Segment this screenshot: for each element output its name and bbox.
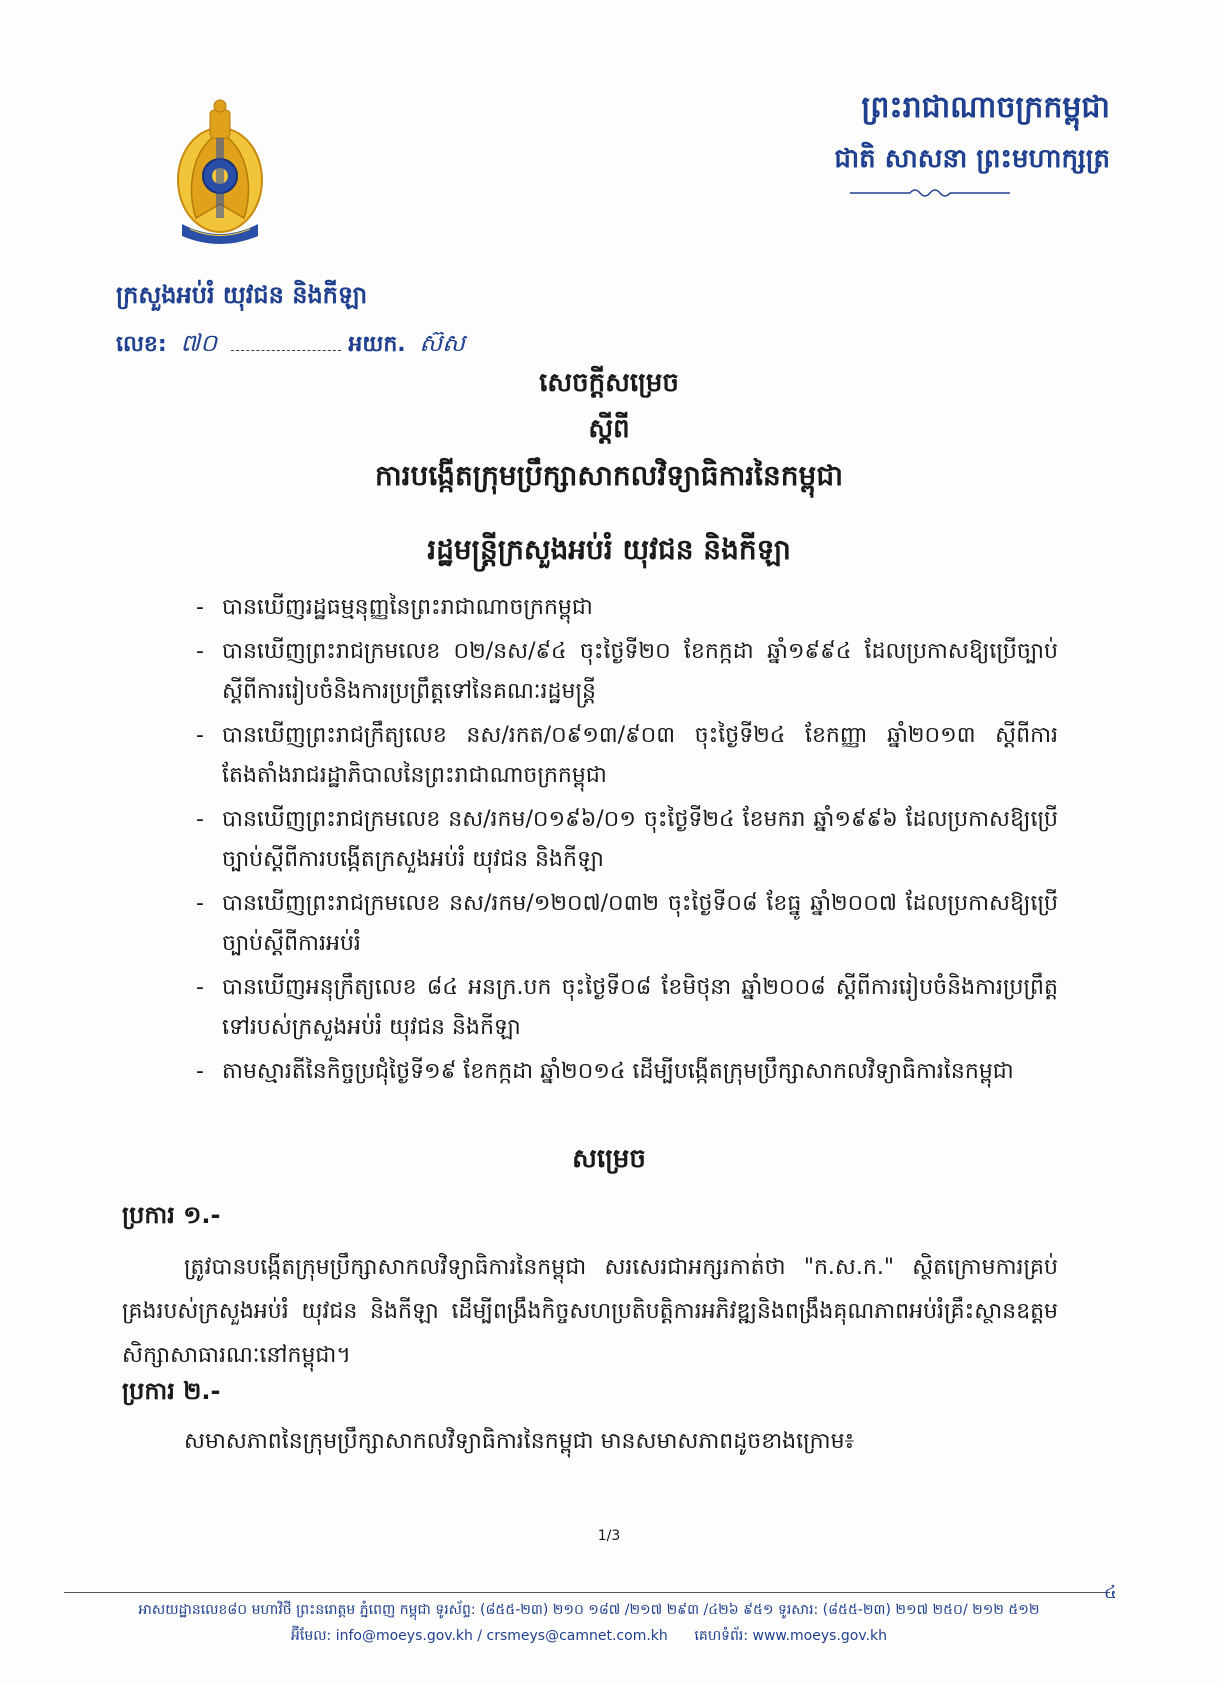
number-value: ៧០ [180,329,218,357]
decision-subject-prefix: ស្តីពី [588,414,630,444]
document-number [116,328,471,363]
email-link[interactable]: info@moeys.gov.kh / crsmeys@camnet.com.kh [335,1628,668,1644]
legal-basis-item: - តាមស្មារតីនៃកិច្ចប្រជុំថ្ងៃទី១៩ ខែកក្កដា ឆ្នាំ២០១៤ ដើម្បីបង្កើតក្រុមប្រឹក្សាសាកលវិទ្យាធិការនៃកម្ពុជា [196,1052,1058,1092]
website-label: គេហទំព័រ: [694,1628,749,1644]
footer-divider [64,1592,1110,1593]
legal-basis-item: - បានឃើញព្រះរាជក្រមលេខ ០២/នស/៩៤ ចុះថ្ងៃទី២០ ខែកក្កដា ឆ្នាំ១៩៩៤ ដែលប្រកាសឱ្យប្រើច្បាប់ស្តីពីការរៀបចំនិងការប្រព្រឹត្តទៅនៃគណៈរដ្ឋមន្ត្រី [196,632,1058,712]
legal-basis-item: - បានឃើញព្រះរាជក្រមលេខ នស/រកម/០១៩៦/០១ ចុះថ្ងៃទី២៤ ខែមករា ឆ្នាំ១៩៩៦ ដែលប្រកាសឱ្យប្រើច្បាប់ស្តីពីការបង្កើតក្រសួងអប់រំ យុវជន និងកីឡា [196,800,1058,880]
article-2-text: សមាសភាពនៃក្រុមប្រឹក្សាសាកលវិទ្យាធិការនៃកម្ពុជា មានសមាសភាពដូចខាងក្រោម៖ [184,1429,855,1454]
national-motto: ជាតិ សាសនា ព្រះមហាក្សត្រ [834,144,1110,174]
legal-basis-item: - បានឃើញព្រះរាជក្រឹត្យលេខ នស/រកត/០៩១៣/៩០៣ ចុះថ្ងៃទី២៤ ខែកញ្ញា ឆ្នាំ២០១៣ ស្តីពីការតែងតាំងរាជរដ្ឋាភិបាលនៃព្រះរាជាណាចក្រកម្ពុជា [196,716,1058,796]
decision-title: សេចក្តីសម្រេច [539,368,679,398]
footer-address: អាសយដ្ឋានលេខ៨០ មហាវិថី ព្រះនរោត្តម ភ្នំពេញ កម្ពុជា ទូរស័ព្ទ: (៨៥៥-២៣) ២១០ ១៨៧ /២១៧ ២៩៣ /៤២៦ ៩៥១ ទូរសារ: (៨៥៥-២៣) ២១៧ ២៥០/ ២១២ ៥១២ [138,1602,1040,1618]
article-2-label: ប្រការ ២.- [122,1377,221,1405]
ministry-name: ក្រសួងអប់រំ យុវជន និងកីឡា [116,281,368,309]
legal-basis-list [196,588,1058,1096]
legal-basis-item: - បានឃើញអនុក្រឹត្យលេខ ៨៤ អនក្រ.បក ចុះថ្ងៃទី០៨ ខែមិថុនា ឆ្នាំ២០០៨ ស្តីពីការរៀបចំនិងការប្រព្រឹត្តទៅរបស់ក្រសួងអប់រំ យុវជន និងកីឡា [196,968,1058,1048]
ministry-emblem [172,98,268,246]
legal-basis-item: - បានឃើញរដ្ឋធម្មនុញ្ញនៃព្រះរាជាណាចក្រកម្ពុជា [196,588,1058,628]
kingdom-title: ព្រះរាជាណាចក្រកម្ពុជា [861,90,1110,125]
number-code: ស៊ស [419,329,466,357]
number-suffix: អយក. [348,332,406,357]
website-link[interactable]: www.moeys.gov.kh [752,1628,887,1644]
footer-contacts [64,1626,1114,1647]
issuing-authority: រដ្ឋមន្ត្រីក្រសួងអប់រំ យុវជន និងកីឡា [427,533,791,566]
number-label: លេខ: [116,332,167,357]
article-1-label: ប្រការ ១.- [122,1201,221,1229]
article-1-text: ត្រូវបានបង្កើតក្រុមប្រឹក្សាសាកលវិទ្យាធិការនៃកម្ពុជា សរសេរជាអក្សរកាត់ថា "ក.ស.ក." ស្ថិតក្រោមការគ្រប់គ្រងរបស់ក្រសួងអប់រំ យុវជន និងកីឡា ដើម្បីពង្រឹងកិច្ចសហប្រតិបត្តិការអភិវឌ្ឍនិងពង្រឹងគុណភាពអប់រំគ្រឹះស្ថានឧត្តមសិក្សាសាធារណៈនៅកម្ពុជា។ [122,1255,1058,1368]
number-blank-line [231,350,341,351]
legal-basis-item: - បានឃើញព្រះរាជក្រមលេខ នស/រកម/១២០៧/០៣២ ចុះថ្ងៃទី០៨ ខែធ្នូ ឆ្នាំ២០០៧ ដែលប្រកាសឱ្យប្រើច្បាប់ស្តីពីការអប់រំ [196,884,1058,964]
footer-mark: ៤ [1104,1582,1117,1603]
ornament-divider [850,186,1010,200]
decision-subject: ការបង្កើតក្រុមប្រឹក្សាសាកលវិទ្យាធិការនៃកម្ពុជា [375,459,843,492]
page-number: 1/3 [597,1528,621,1544]
decision-heading: សម្រេច [572,1144,646,1174]
email-label: អ៊ីមែល: [291,1628,332,1644]
